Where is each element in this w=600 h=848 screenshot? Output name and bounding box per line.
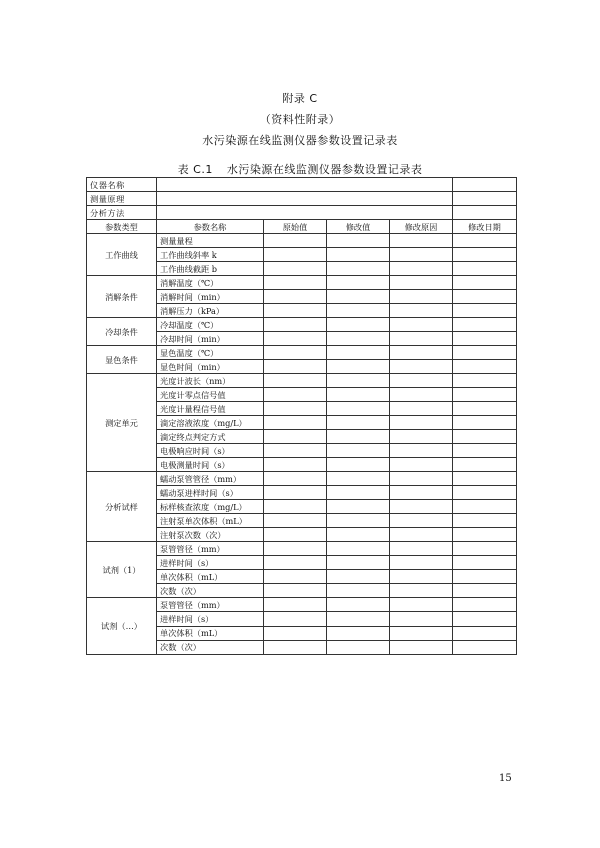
parameter-record-table	[86, 177, 517, 655]
param-name-cell: 冷却时间（min）	[157, 332, 264, 346]
param-name-cell: 进样时间（s）	[157, 612, 264, 626]
table-row	[87, 318, 517, 332]
modified-value-cell[interactable]	[327, 276, 390, 290]
info-value-cell[interactable]	[157, 192, 453, 206]
modify-reason-cell[interactable]	[390, 458, 453, 472]
column-header: 参数类型	[87, 220, 157, 234]
modify-reason-cell[interactable]	[390, 612, 453, 626]
page-number: 15	[499, 773, 512, 784]
modify-reason-cell[interactable]	[390, 304, 453, 318]
original-value-cell[interactable]	[264, 472, 327, 486]
modify-reason-cell[interactable]	[390, 290, 453, 304]
param-name-cell: 次数（次）	[157, 584, 264, 598]
header-row	[87, 220, 517, 234]
table-row	[87, 346, 517, 360]
modify-reason-cell[interactable]	[390, 318, 453, 332]
modify-date-cell[interactable]	[453, 234, 517, 248]
original-value-cell[interactable]	[264, 388, 327, 402]
modify-date-cell[interactable]	[453, 276, 517, 290]
modified-value-cell[interactable]	[327, 374, 390, 388]
param-name-cell: 冷却温度（℃）	[157, 318, 264, 332]
param-name-cell: 蠕动泵管管径（mm）	[157, 472, 264, 486]
modify-date-cell[interactable]	[453, 304, 517, 318]
original-value-cell[interactable]	[264, 290, 327, 304]
original-value-cell[interactable]	[264, 248, 327, 262]
original-value-cell[interactable]	[264, 332, 327, 346]
modify-reason-cell[interactable]	[390, 234, 453, 248]
original-value-cell[interactable]	[264, 416, 327, 430]
modified-value-cell[interactable]	[327, 248, 390, 262]
modified-value-cell[interactable]	[327, 458, 390, 472]
original-value-cell[interactable]	[264, 598, 327, 612]
param-type-cell: 冷却条件	[87, 318, 157, 346]
param-name-cell: 标样核查浓度（mg/L）	[157, 500, 264, 514]
param-name-cell: 泵管管径（mm）	[157, 598, 264, 612]
info-value-cell[interactable]	[157, 178, 453, 192]
modify-reason-cell[interactable]	[390, 262, 453, 276]
modify-date-cell[interactable]	[453, 416, 517, 430]
modified-value-cell[interactable]	[327, 416, 390, 430]
original-value-cell[interactable]	[264, 234, 327, 248]
modify-date-cell[interactable]	[453, 528, 517, 542]
modify-date-cell[interactable]	[453, 542, 517, 556]
modify-reason-cell[interactable]	[390, 514, 453, 528]
original-value-cell[interactable]	[264, 318, 327, 332]
table-number: 表 C.1	[177, 163, 213, 176]
modify-reason-cell[interactable]	[390, 500, 453, 514]
original-value-cell[interactable]	[264, 444, 327, 458]
appendix-nature: （资料性附录）	[259, 113, 341, 126]
modify-date-cell[interactable]	[453, 612, 517, 626]
modified-value-cell[interactable]	[327, 234, 390, 248]
param-name-cell: 泵管管径（mm）	[157, 542, 264, 556]
modify-date-cell[interactable]	[453, 262, 517, 276]
table-caption	[0, 161, 600, 177]
param-type-cell: 显色条件	[87, 346, 157, 374]
param-name-cell: 电极测量时间（s）	[157, 458, 264, 472]
modify-date-cell[interactable]	[453, 402, 517, 416]
modified-value-cell[interactable]	[327, 542, 390, 556]
original-value-cell[interactable]	[264, 640, 327, 654]
modify-date-cell[interactable]	[453, 318, 517, 332]
modified-value-cell[interactable]	[327, 444, 390, 458]
original-value-cell[interactable]	[264, 374, 327, 388]
param-name-cell: 光度计量程信号值	[157, 402, 264, 416]
modify-date-cell[interactable]	[453, 500, 517, 514]
param-name-cell: 滴定溶液浓度（mg/L）	[157, 416, 264, 430]
modified-value-cell[interactable]	[327, 472, 390, 486]
original-value-cell[interactable]	[264, 346, 327, 360]
original-value-cell[interactable]	[264, 584, 327, 598]
modify-date-cell[interactable]	[453, 570, 517, 584]
param-name-cell: 工作曲线斜率 k	[157, 248, 264, 262]
modify-date-cell[interactable]	[453, 388, 517, 402]
modified-value-cell[interactable]	[327, 514, 390, 528]
info-row	[87, 206, 517, 220]
info-label: 分析方法	[87, 206, 157, 220]
table-row	[87, 542, 517, 556]
modify-reason-cell[interactable]	[390, 640, 453, 654]
modify-date-cell[interactable]	[453, 626, 517, 640]
column-header: 修改值	[327, 220, 390, 234]
modify-date-cell[interactable]	[453, 640, 517, 654]
param-name-cell: 蠕动泵进样时间（s）	[157, 486, 264, 500]
modify-date-cell[interactable]	[453, 556, 517, 570]
param-name-cell: 测量量程	[157, 234, 264, 248]
modified-value-cell[interactable]	[327, 598, 390, 612]
param-name-cell: 消解压力（kPa）	[157, 304, 264, 318]
original-value-cell[interactable]	[264, 360, 327, 374]
param-name-cell: 单次体积（mL）	[157, 626, 264, 640]
param-type-cell: 消解条件	[87, 276, 157, 318]
info-label: 仪器名称	[87, 178, 157, 192]
param-type-cell: 试剂（1）	[87, 542, 157, 598]
info-row	[87, 178, 517, 192]
param-name-cell: 光度计零点信号值	[157, 388, 264, 402]
param-name-cell: 光度计波长（nm）	[157, 374, 264, 388]
modify-reason-cell[interactable]	[390, 542, 453, 556]
table-row	[87, 234, 517, 248]
modify-date-cell[interactable]	[453, 360, 517, 374]
original-value-cell[interactable]	[264, 430, 327, 444]
original-value-cell[interactable]	[264, 458, 327, 472]
table-row	[87, 276, 517, 290]
modify-date-cell[interactable]	[453, 486, 517, 500]
modified-value-cell[interactable]	[327, 304, 390, 318]
modify-date-cell[interactable]	[453, 374, 517, 388]
modify-date-cell[interactable]	[453, 248, 517, 262]
info-value-cell[interactable]	[157, 206, 453, 220]
modified-value-cell[interactable]	[327, 402, 390, 416]
modified-value-cell[interactable]	[327, 430, 390, 444]
info-extra-cell[interactable]	[453, 178, 517, 192]
info-label: 测量原理	[87, 192, 157, 206]
column-header: 修改原因	[390, 220, 453, 234]
modify-reason-cell[interactable]	[390, 556, 453, 570]
param-name-cell: 单次体积（mL）	[157, 570, 264, 584]
modified-value-cell[interactable]	[327, 346, 390, 360]
modify-reason-cell[interactable]	[390, 360, 453, 374]
param-name-cell: 注射泵单次体积（mL）	[157, 514, 264, 528]
modify-reason-cell[interactable]	[390, 444, 453, 458]
column-header: 修改日期	[453, 220, 517, 234]
modified-value-cell[interactable]	[327, 486, 390, 500]
info-row	[87, 192, 517, 206]
modify-reason-cell[interactable]	[390, 486, 453, 500]
modify-reason-cell[interactable]	[390, 332, 453, 346]
param-name-cell: 工作曲线截距 b	[157, 262, 264, 276]
modified-value-cell[interactable]	[327, 262, 390, 276]
original-value-cell[interactable]	[264, 304, 327, 318]
param-name-cell: 消解时间（min）	[157, 290, 264, 304]
original-value-cell[interactable]	[264, 570, 327, 584]
info-extra-cell[interactable]	[453, 192, 517, 206]
column-header: 参数名称	[157, 220, 264, 234]
modify-date-cell[interactable]	[453, 290, 517, 304]
original-value-cell[interactable]	[264, 486, 327, 500]
modify-reason-cell[interactable]	[390, 570, 453, 584]
modified-value-cell[interactable]	[327, 360, 390, 374]
modify-reason-cell[interactable]	[390, 430, 453, 444]
modify-date-cell[interactable]	[453, 472, 517, 486]
modify-reason-cell[interactable]	[390, 402, 453, 416]
modify-reason-cell[interactable]	[390, 248, 453, 262]
modify-reason-cell[interactable]	[390, 472, 453, 486]
param-type-cell: 测定单元	[87, 374, 157, 472]
table-row	[87, 374, 517, 388]
original-value-cell[interactable]	[264, 514, 327, 528]
modified-value-cell[interactable]	[327, 500, 390, 514]
modify-reason-cell[interactable]	[390, 416, 453, 430]
original-value-cell[interactable]	[264, 626, 327, 640]
modify-date-cell[interactable]	[453, 430, 517, 444]
param-name-cell: 显色温度（℃）	[157, 346, 264, 360]
modify-date-cell[interactable]	[453, 584, 517, 598]
modify-date-cell[interactable]	[453, 346, 517, 360]
modify-date-cell[interactable]	[453, 332, 517, 346]
original-value-cell[interactable]	[264, 262, 327, 276]
modify-date-cell[interactable]	[453, 514, 517, 528]
param-type-cell: 分析试样	[87, 472, 157, 542]
modified-value-cell[interactable]	[327, 332, 390, 346]
param-type-cell: 工作曲线	[87, 234, 157, 276]
original-value-cell[interactable]	[264, 556, 327, 570]
modify-date-cell[interactable]	[453, 458, 517, 472]
param-name-cell: 注射泵次数（次）	[157, 528, 264, 542]
modified-value-cell[interactable]	[327, 318, 390, 332]
column-header: 原始值	[264, 220, 327, 234]
modified-value-cell[interactable]	[327, 556, 390, 570]
modified-value-cell[interactable]	[327, 570, 390, 584]
modified-value-cell[interactable]	[327, 612, 390, 626]
param-name-cell: 电极响应时间（s）	[157, 444, 264, 458]
appendix-label: 附录 C	[282, 92, 318, 105]
modify-reason-cell[interactable]	[390, 346, 453, 360]
modify-date-cell[interactable]	[453, 444, 517, 458]
original-value-cell[interactable]	[264, 500, 327, 514]
modify-reason-cell[interactable]	[390, 598, 453, 612]
original-value-cell[interactable]	[264, 528, 327, 542]
modified-value-cell[interactable]	[327, 290, 390, 304]
appendix-title: 水污染源在线监测仪器参数设置记录表	[202, 134, 398, 147]
param-name-cell: 进样时间（s）	[157, 556, 264, 570]
modified-value-cell[interactable]	[327, 640, 390, 654]
original-value-cell[interactable]	[264, 542, 327, 556]
info-extra-cell[interactable]	[453, 206, 517, 220]
modified-value-cell[interactable]	[327, 584, 390, 598]
original-value-cell[interactable]	[264, 402, 327, 416]
param-name-cell: 消解温度（℃）	[157, 276, 264, 290]
modified-value-cell[interactable]	[327, 528, 390, 542]
param-name-cell: 显色时间（min）	[157, 360, 264, 374]
original-value-cell[interactable]	[264, 612, 327, 626]
modified-value-cell[interactable]	[327, 626, 390, 640]
modify-reason-cell[interactable]	[390, 584, 453, 598]
modify-date-cell[interactable]	[453, 598, 517, 612]
param-name-cell: 滴定终点判定方式	[157, 430, 264, 444]
modify-reason-cell[interactable]	[390, 626, 453, 640]
param-type-cell: 试剂（…）	[87, 598, 157, 655]
modify-reason-cell[interactable]	[390, 388, 453, 402]
param-name-cell: 次数（次）	[157, 640, 264, 654]
modify-reason-cell[interactable]	[390, 374, 453, 388]
modify-reason-cell[interactable]	[390, 528, 453, 542]
modified-value-cell[interactable]	[327, 388, 390, 402]
table-row	[87, 472, 517, 486]
table-row	[87, 598, 517, 612]
original-value-cell[interactable]	[264, 276, 327, 290]
modify-reason-cell[interactable]	[390, 276, 453, 290]
table-title: 水污染源在线监测仪器参数设置记录表	[226, 163, 423, 176]
